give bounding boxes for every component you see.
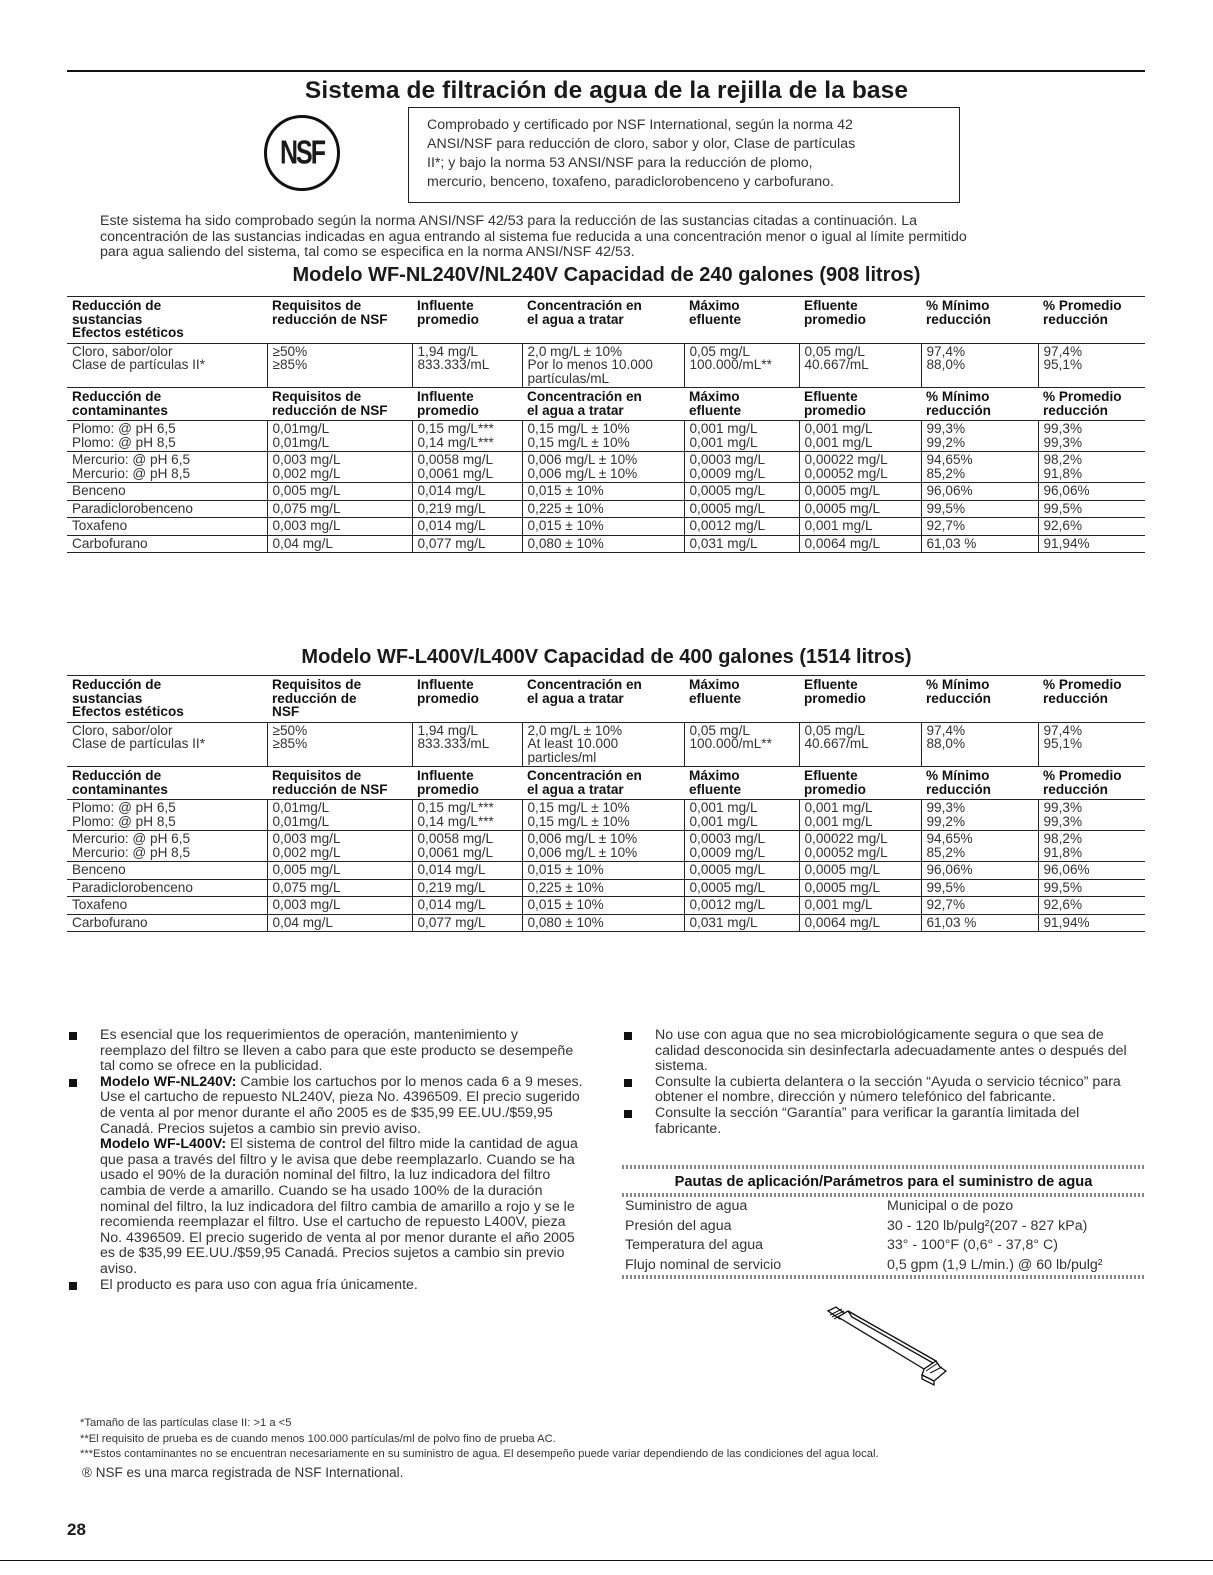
table-cell: Carbofurano	[72, 535, 148, 551]
table-cell: 0,0058 mg/L 0,0061 mg/L	[412, 831, 522, 862]
table-row	[67, 535, 1145, 553]
top-rule	[67, 70, 1145, 72]
cert-line: mercurio, benceno, toxafeno, paradiclorobenceno y carbofurano.	[427, 174, 834, 190]
parameter-row: Suministro de agua Municipal o de pozo	[625, 1198, 1014, 1214]
table-cell: 99,5%	[1038, 879, 1145, 897]
contaminant-header-row	[67, 388, 1145, 421]
cert-line: ANSI/NSF para reducción de cloro, sabor y olor, Clase de partículas	[427, 136, 856, 152]
column-header: Efluente promedio	[804, 389, 866, 418]
model-heading-nl240v: Modelo WF-NL240V/NL240V Capacidad de 240 galones (908 litros)	[292, 264, 921, 286]
table-cell: 0,05 mg/L 40.667/mL	[799, 722, 921, 767]
table-cell: Benceno	[72, 483, 126, 498]
table-cell: 96,06%	[921, 862, 1038, 880]
table-cell: 97,4% 95,1%	[1038, 722, 1145, 767]
table-cell: Cloro, sabor/olor Clase de partículas II*	[72, 722, 205, 751]
table-cell: Toxafeno	[72, 518, 128, 533]
column-header: Concentración en el agua a tratar	[527, 768, 642, 797]
note-item: Modelo WF-NL240V: Cambie los cartuchos por lo menos cada 6 a 9 meses. Use el cartucho de repuesto NL240V, pieza No. 4396509. El precio sugerido de venta al por menor durante el año 2005 es de $35,99 EE.UU./$59,95 Canadá. Precios sujetos a cambio sin previo aviso.	[67, 1075, 587, 1137]
table-cell: 0,001 mg/L	[799, 897, 921, 915]
footnote: ***Estos contaminantes no se encuentran necesariamente en su suministro de agua. El desempeño puede variar dependiendo de las condiciones del agua local.	[80, 1448, 879, 1460]
table-cell: 0,005 mg/L	[267, 862, 412, 880]
table-cell: 2,0 mg/L ± 10% Por lo menos 10.000 partículas/mL	[522, 343, 684, 388]
aesthetic-header-row	[67, 297, 1145, 344]
contaminant-header-row	[67, 767, 1145, 800]
column-header: % Mínimo reducción	[926, 298, 991, 327]
table-cell: 99,5%	[1038, 500, 1145, 518]
table-cell: 98,2% 91,8%	[1038, 452, 1145, 483]
table-cell: 0,05 mg/L 40.667/mL	[799, 343, 921, 388]
table-cell: 0,225 ± 10%	[522, 879, 684, 897]
page-title: Sistema de filtración de agua de la rejilla de la base	[304, 77, 909, 104]
table-cell: 0,0012 mg/L	[684, 897, 799, 915]
table-cell: 0,001 mg/L 0,001 mg/L	[799, 421, 921, 452]
model-heading-l400v: Modelo WF-L400V/L400V Capacidad de 400 galones (1514 litros)	[301, 646, 912, 668]
note-subitem: Modelo WF-L400V: El sistema de control del filtro mide la cantidad de agua que pasa a través del filtro y le avisa que debe reemplazarlo. Cuando se ha usado el 90% de la duración nominal del filtro, la luz indicadora del filtro cambia de verde a amarillo. Cuando se ha usado 100% de la duración nominal del filtro, la luz indicadora del filtro cambia de amarillo a rojo y se le recomienda reemplazar el filtro. Use el cartucho de repuesto L400V, pieza No. 4396509. El precio sugerido de venta al por menor durante el año 2005 es de $35,99 EE.UU./$59,95 Canadá. Precios sujetos a cambio sin previo aviso.	[100, 1136, 578, 1277]
column-header: % Promedio reducción	[1043, 389, 1122, 418]
table-cell: 0,15 mg/L ± 10% 0,15 mg/L ± 10%	[522, 421, 684, 452]
nsf-logo-icon: NSF	[264, 115, 340, 191]
note-item: Consulte la cubierta delantera o la sección “Ayuda o servicio técnico” para obtener el nombre, dirección y número telefónico del fabricante.	[622, 1075, 1145, 1106]
table-cell: 0,003 mg/L	[267, 897, 412, 915]
table-cell: 0,0005 mg/L	[684, 500, 799, 518]
table-cell: Toxafeno	[72, 897, 128, 912]
column-header: Requisitos de reducción de NSF	[272, 389, 388, 418]
table-cell: 0,014 mg/L	[412, 897, 522, 915]
table-row	[67, 518, 1145, 536]
table-cell: 97,4% 88,0%	[921, 722, 1038, 767]
table-cell: Plomo: @ pH 6,5 Plomo: @ pH 8,5	[72, 800, 176, 829]
column-header: Influente promedio	[417, 389, 479, 418]
table-cell: Cloro, sabor/olor Clase de partículas II*	[72, 343, 205, 372]
table-row	[67, 831, 1145, 862]
column-header: Reducción de contaminantes	[72, 389, 168, 418]
table-cell: 96,06%	[1038, 483, 1145, 501]
table-cell: 0,05 mg/L 100.000/mL**	[684, 343, 799, 388]
table-cell: Mercurio: @ pH 6,5 Mercurio: @ pH 8,5	[72, 831, 191, 860]
aesthetic-header-row	[67, 676, 1145, 723]
page-number: 28	[67, 1520, 86, 1539]
table-cell: 0,0003 mg/L 0,0009 mg/L	[684, 452, 799, 483]
cert-line: II*; y bajo la norma 53 ANSI/NSF para la reducción de plomo,	[427, 155, 813, 171]
table-cell: 0,006 mg/L ± 10% 0,006 mg/L ± 10%	[522, 452, 684, 483]
table-cell: 96,06%	[921, 483, 1038, 501]
performance-table-nl240v	[67, 296, 1145, 553]
table-row	[67, 722, 1145, 767]
footnote: **El requisito de prueba es de cuando menos 100.000 partículas/ml de polvo fino de prueba AC.	[80, 1433, 556, 1445]
table-cell: 0,003 mg/L	[267, 518, 412, 536]
table-cell: 97,4% 88,0%	[921, 343, 1038, 388]
table-cell: 61,03 %	[921, 535, 1038, 553]
notes-left	[67, 1028, 587, 1293]
table-cell: 0,003 mg/L 0,002 mg/L	[267, 452, 412, 483]
table-cell: 0,219 mg/L	[412, 879, 522, 897]
table-cell: 0,005 mg/L	[267, 483, 412, 501]
performance-table-l400v	[67, 675, 1145, 932]
table-cell: 0,00022 mg/L 0,00052 mg/L	[799, 831, 921, 862]
parameter-row: Temperatura del agua 33° - 100°F (0,6° - 37,8° C)	[625, 1237, 1058, 1253]
column-header: Reducción de contaminantes	[72, 768, 168, 797]
column-header: Máximo efluente	[689, 677, 742, 706]
table-cell: 0,001 mg/L 0,001 mg/L	[684, 800, 799, 831]
column-header: Requisitos de reducción de NSF	[272, 677, 362, 719]
table-cell: 0,0005 mg/L	[799, 483, 921, 501]
column-header: Efluente promedio	[804, 768, 866, 797]
table-cell: 0,0005 mg/L	[799, 500, 921, 518]
table-cell: Paradiclorobenceno	[72, 500, 193, 516]
table-cell: 0,077 mg/L	[412, 535, 522, 553]
table-row	[67, 879, 1145, 897]
column-header: % Promedio reducción	[1043, 298, 1122, 327]
table-cell: 0,003 mg/L 0,002 mg/L	[267, 831, 412, 862]
table-cell: 92,7%	[921, 897, 1038, 915]
table-cell: 2,0 mg/L ± 10% At least 10.000 particles/ml	[522, 722, 684, 767]
table-cell: 0,014 mg/L	[412, 862, 522, 880]
table-cell: Mercurio: @ pH 6,5 Mercurio: @ pH 8,5	[72, 452, 191, 481]
intro-line: para agua saliendo del sistema, tal como se especifica en la norma ANSI/NSF 42/53.	[100, 244, 635, 260]
column-header: Concentración en el agua a tratar	[527, 677, 642, 706]
column-header: % Mínimo reducción	[926, 677, 991, 706]
column-header: Concentración en el agua a tratar	[527, 389, 642, 418]
table-cell: 99,5%	[921, 500, 1038, 518]
column-header: Influente promedio	[417, 677, 479, 706]
column-header: % Mínimo reducción	[926, 768, 991, 797]
table-cell: 92,6%	[1038, 897, 1145, 915]
dotted-rule	[622, 1275, 1145, 1279]
table-row	[67, 862, 1145, 880]
notes-right	[622, 1028, 1145, 1137]
column-header: % Mínimo reducción	[926, 389, 991, 418]
intro-line: Este sistema ha sido comprobado según la norma ANSI/NSF 42/53 para la reducción de las sustancias citadas a continuación. La	[100, 213, 918, 229]
certification-box	[408, 107, 960, 203]
table-cell: 0,225 ± 10%	[522, 500, 684, 518]
table-cell: 0,014 mg/L	[412, 483, 522, 501]
table-cell: 0,075 mg/L	[267, 879, 412, 897]
table-row	[67, 421, 1145, 452]
cert-line: Comprobado y certificado por NSF International, según la norma 42	[427, 117, 853, 133]
table-cell: Carbofurano	[72, 914, 148, 930]
table-cell: 0,001 mg/L	[799, 518, 921, 536]
table-cell: 99,3% 99,3%	[1038, 800, 1145, 831]
table-row	[67, 800, 1145, 831]
table-cell: 0,0064 mg/L	[799, 914, 921, 932]
column-header: Influente promedio	[417, 768, 479, 797]
table-row	[67, 914, 1145, 932]
column-header: Reducción de sustancias Efectos estéticos	[72, 677, 184, 719]
table-cell: 1,94 mg/L 833.333/mL	[412, 343, 522, 388]
table-cell: ≥50% ≥85%	[267, 343, 412, 388]
column-header: % Promedio reducción	[1043, 768, 1122, 797]
table-cell: 0,001 mg/L 0,001 mg/L	[799, 800, 921, 831]
intro-paragraph	[100, 214, 1160, 261]
trademark-note: ® NSF es una marca registrada de NSF International.	[82, 1465, 404, 1480]
table-cell: 0,219 mg/L	[412, 500, 522, 518]
note-item: No use con agua que no sea microbiológicamente segura o que sea de calidad desconocida sin desinfectarla adecuadamente antes o después del sistema.	[622, 1028, 1145, 1075]
table-cell: ≥50% ≥85%	[267, 722, 412, 767]
table-cell: 0,0005 mg/L	[684, 879, 799, 897]
table-cell: 0,0005 mg/L	[799, 862, 921, 880]
table-cell: 0,04 mg/L	[267, 914, 412, 932]
table-cell: 91,94%	[1038, 914, 1145, 932]
table-cell: 0,077 mg/L	[412, 914, 522, 932]
filter-cartridge-icon	[818, 1305, 958, 1387]
table-cell: 0,01mg/L 0,01mg/L	[267, 421, 412, 452]
table-cell: Plomo: @ pH 6,5 Plomo: @ pH 8,5	[72, 421, 176, 450]
note-item: Es esencial que los requerimientos de operación, mantenimiento y reemplazo del filtro se lleven a cabo para que este producto se desempeñe tal como se ofrece en la publicidad.	[67, 1028, 587, 1075]
table-cell: 0,015 ± 10%	[522, 518, 684, 536]
table-cell: 0,080 ± 10%	[522, 535, 684, 553]
bottom-rule	[0, 1560, 1213, 1561]
table-cell: 0,015 ± 10%	[522, 483, 684, 501]
table-row	[67, 343, 1145, 388]
parameters-title: Pautas de aplicación/Parámetros para el suministro de agua	[674, 1174, 1093, 1190]
column-header: Requisitos de reducción de NSF	[272, 298, 388, 327]
intro-line: concentración de las sustancias indicadas en agua entrando al sistema fue reducida a una concentración menor o igual al límite permitido	[100, 228, 967, 245]
table-row	[67, 483, 1145, 501]
table-cell: Paradiclorobenceno	[72, 879, 193, 895]
table-cell: 99,5%	[921, 879, 1038, 897]
column-header: Efluente promedio	[804, 298, 866, 327]
parameter-row: Presión del agua 30 - 120 lb/pulg²(207 - 827 kPa)	[625, 1217, 1088, 1234]
column-header: Requisitos de reducción de NSF	[272, 768, 388, 797]
note-item: El producto es para uso con agua fría únicamente.	[67, 1278, 587, 1294]
column-header: Máximo efluente	[689, 298, 742, 327]
note-item: Consulte la sección “Garantía” para verificar la garantía limitada del fabricante.	[622, 1106, 1145, 1137]
table-cell: 0,014 mg/L	[412, 518, 522, 536]
table-cell: 0,031 mg/L	[684, 535, 799, 553]
table-cell: 0,00022 mg/L 0,00052 mg/L	[799, 452, 921, 483]
column-header: Influente promedio	[417, 298, 479, 327]
table-cell: 0,0005 mg/L	[799, 879, 921, 897]
table-cell: 0,0005 mg/L	[684, 483, 799, 501]
table-cell: 0,05 mg/L 100.000/mL**	[684, 722, 799, 767]
table-cell: 1,94 mg/L 833.333/mL	[412, 722, 522, 767]
table-row	[67, 897, 1145, 915]
table-cell: 0,075 mg/L	[267, 500, 412, 518]
parameter-row: Flujo nominal de servicio 0,5 gpm (1,9 L/min.) @ 60 lb/pulg²	[625, 1256, 1103, 1273]
table-cell: 97,4% 95,1%	[1038, 343, 1145, 388]
water-supply-parameters	[622, 1165, 1145, 1279]
footnote: *Tamaño de las partículas clase II: >1 a <5	[80, 1417, 292, 1429]
table-cell: 0,0003 mg/L 0,0009 mg/L	[684, 831, 799, 862]
table-row	[67, 500, 1145, 518]
table-cell: 0,15 mg/L*** 0,14 mg/L***	[412, 800, 522, 831]
table-cell: 96,06%	[1038, 862, 1145, 880]
table-cell: 92,6%	[1038, 518, 1145, 536]
column-header: Efluente promedio	[804, 677, 866, 706]
table-cell: 0,015 ± 10%	[522, 897, 684, 915]
table-cell: 0,001 mg/L 0,001 mg/L	[684, 421, 799, 452]
column-header: % Promedio reducción	[1043, 677, 1122, 706]
table-cell: 0,15 mg/L*** 0,14 mg/L***	[412, 421, 522, 452]
table-cell: 0,01mg/L 0,01mg/L	[267, 800, 412, 831]
table-cell: 0,0064 mg/L	[799, 535, 921, 553]
table-cell: 0,0005 mg/L	[684, 862, 799, 880]
table-cell: 61,03 %	[921, 914, 1038, 932]
table-cell: 98,2% 91,8%	[1038, 831, 1145, 862]
table-cell: 0,04 mg/L	[267, 535, 412, 553]
table-cell: 99,3% 99,3%	[1038, 421, 1145, 452]
table-cell: 0,015 ± 10%	[522, 862, 684, 880]
table-cell: 0,080 ± 10%	[522, 914, 684, 932]
table-row	[67, 452, 1145, 483]
table-cell: Benceno	[72, 862, 126, 877]
column-header: Reducción de sustancias Efectos estéticos	[72, 298, 184, 340]
column-header: Máximo efluente	[689, 768, 742, 797]
column-header: Concentración en el agua a tratar	[527, 298, 642, 327]
table-cell: 99,3% 99,2%	[921, 421, 1038, 452]
table-cell: 99,3% 99,2%	[921, 800, 1038, 831]
table-cell: 0,0058 mg/L 0,0061 mg/L	[412, 452, 522, 483]
table-cell: 94,65% 85,2%	[921, 452, 1038, 483]
table-cell: 91,94%	[1038, 535, 1145, 553]
table-cell: 0,15 mg/L ± 10% 0,15 mg/L ± 10%	[522, 800, 684, 831]
table-cell: 94,65% 85,2%	[921, 831, 1038, 862]
table-cell: 0,0012 mg/L	[684, 518, 799, 536]
table-cell: 0,031 mg/L	[684, 914, 799, 932]
table-cell: 92,7%	[921, 518, 1038, 536]
table-cell: 0,006 mg/L ± 10% 0,006 mg/L ± 10%	[522, 831, 684, 862]
column-header: Máximo efluente	[689, 389, 742, 418]
